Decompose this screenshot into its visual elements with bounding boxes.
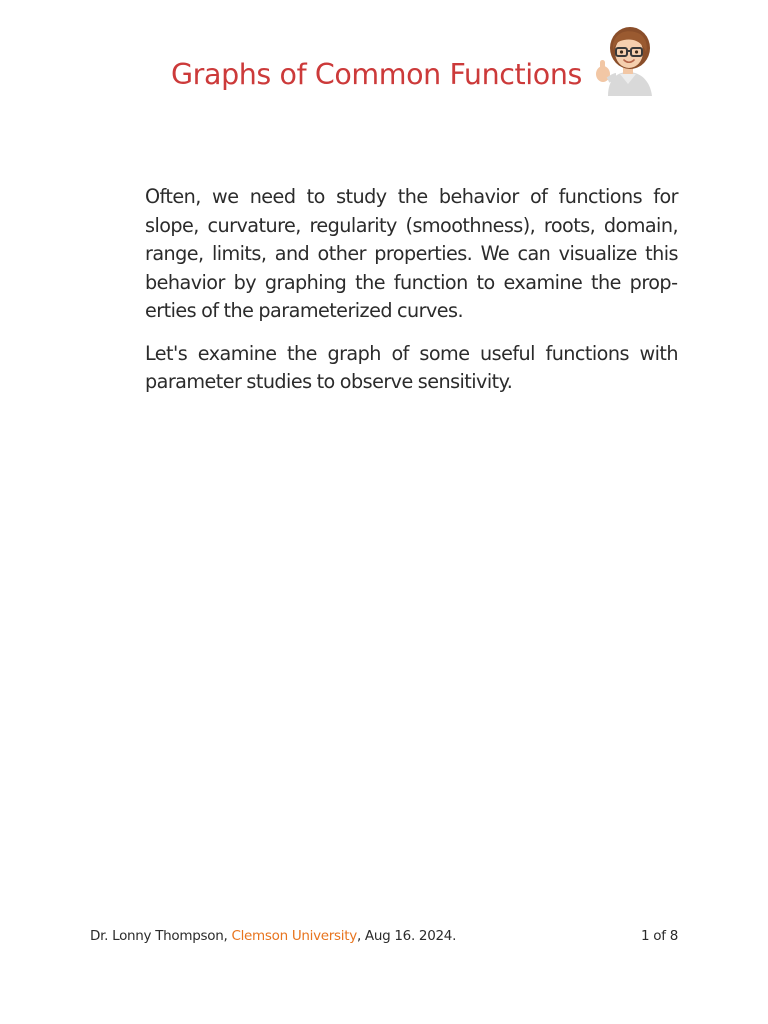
page-footer [90, 928, 678, 950]
footer-author: Dr. Lonny Thompson, [90, 928, 232, 944]
page-indicator: 1 of 8 [641, 928, 678, 944]
paragraph-intro: Often, we need to study the behavior of functions for slope, curvature, regularity (smoothness), roots, domain, range, limits, and other properties. We can visualize this behavior by graphing the function to examine the properties of the parameterized curves. [145, 185, 678, 322]
memoji-avatar-icon [594, 24, 662, 96]
paragraph-examine: Let's examine the graph of some useful functions with parameter studies to observe sensitivity. [145, 341, 678, 393]
footer-date: , Aug 16. 2024. [356, 928, 457, 944]
header [0, 22, 768, 102]
body-text [145, 183, 678, 411]
footer-institution-link[interactable]: Clemson University [231, 928, 357, 944]
footer-credit [90, 928, 456, 944]
page-title: Graphs of Common Functions [171, 58, 582, 91]
